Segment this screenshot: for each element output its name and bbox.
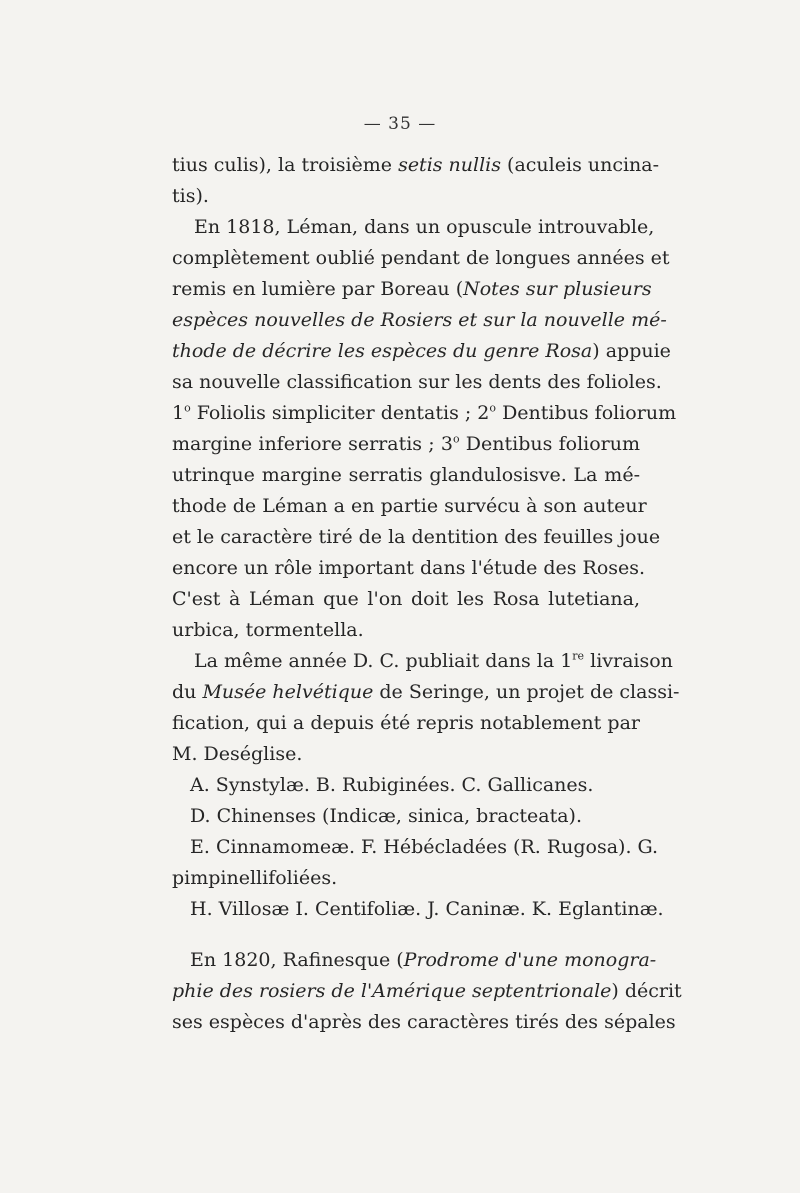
body-text	[172, 150, 682, 1038]
text-segment: encore un rôle important dans l'étude des Roses.	[172, 557, 646, 579]
text-segment: D. Chinenses (Indicæ, sinica, bracteata).	[190, 805, 582, 827]
text-segment: ) appuie	[592, 340, 671, 362]
text-line	[172, 274, 652, 305]
text-line	[172, 646, 673, 677]
italic-text: Notes sur plusieurs	[463, 278, 652, 300]
superscript: o	[184, 401, 191, 415]
text-segment: de Seringe, un projet de classi-	[373, 681, 680, 703]
text-line	[172, 491, 647, 522]
text-segment: 1	[172, 402, 185, 424]
superscript: o	[489, 401, 497, 415]
text-segment: complètement oublié pendant de longues années et	[172, 247, 670, 269]
text-segment: En 1820, Rafinesque (	[190, 949, 404, 971]
italic-text: setis nullis	[398, 154, 502, 176]
text-segment: C'est à Léman que l'on doit les Rosa lutetiana,	[172, 588, 640, 610]
text-segment: remis en lumière par Boreau (	[172, 278, 464, 300]
text-line	[172, 398, 677, 429]
text-segment: et le caractère tiré de la dentition des feuilles joue	[172, 526, 661, 548]
text-segment: M. Deséglise.	[172, 743, 303, 765]
text-line	[172, 739, 640, 770]
text-line	[172, 305, 667, 336]
page-number: — 35 —	[363, 114, 437, 134]
text-segment: du	[172, 681, 203, 703]
superscript: re	[572, 649, 585, 663]
paragraph-gap	[172, 925, 640, 945]
text-line	[172, 801, 640, 832]
text-segment: H. Villosæ I. Centifoliæ. J. Caninæ. K. Eglantinæ.	[190, 898, 664, 920]
text-line	[172, 150, 660, 181]
text-line	[172, 367, 662, 398]
text-line	[172, 429, 640, 460]
text-line	[172, 770, 640, 801]
italic-text: espèces nouvelles de Rosiers et sur la nouvelle mé-	[172, 309, 667, 331]
text-line	[172, 181, 640, 212]
text-line	[172, 677, 680, 708]
text-line	[172, 460, 640, 491]
text-line	[172, 863, 640, 894]
text-segment: ses espèces d'après des caractères tirés des sépales	[172, 1011, 676, 1033]
text-line	[172, 522, 661, 553]
text-segment: pimpinellifoliées.	[172, 867, 338, 889]
text-segment: A. Synstylæ. B. Rubiginées. C. Gallicanes.	[190, 774, 594, 796]
text-line	[172, 243, 670, 274]
text-segment: Foliolis simpliciter dentatis ; 2	[190, 402, 490, 424]
text-segment: Dentibus foliorum	[496, 402, 677, 424]
text-segment: margine inferiore serratis ; 3	[172, 433, 453, 455]
text-line	[172, 708, 640, 739]
text-line	[172, 832, 659, 863]
text-segment: fication, qui a depuis été repris notablement par	[172, 712, 640, 734]
text-line	[172, 976, 682, 1007]
text-line	[172, 945, 657, 976]
text-segment: livraison	[584, 650, 673, 672]
text-line	[172, 212, 655, 243]
text-segment: tis).	[172, 185, 209, 207]
text-segment: urbica, tormentella.	[172, 619, 364, 641]
italic-text: thode de décrire les espèces du genre Rosa	[172, 340, 593, 362]
text-segment: (aculeis uncina-	[501, 154, 660, 176]
superscript: o	[452, 432, 460, 446]
italic-text: Musée helvétique	[202, 681, 374, 703]
text-segment: sa nouvelle classification sur les dents des folioles.	[172, 371, 662, 393]
text-segment: ) décrit	[611, 980, 682, 1002]
text-line	[172, 584, 640, 615]
text-line	[172, 1007, 676, 1038]
text-line	[172, 553, 646, 584]
text-segment: E. Cinnamomeæ. F. Hébécladées (R. Rugosa). G.	[190, 836, 659, 858]
text-segment: Dentibus foliorum	[459, 433, 640, 455]
text-segment: thode de Léman a en partie survécu à son auteur	[172, 495, 647, 517]
text-segment: utrinque margine serratis glandulosisve. La mé-	[172, 464, 640, 486]
italic-text: phie des rosiers de l'Amérique septentrionale	[172, 980, 612, 1002]
text-segment: tius culis), la troisième	[172, 154, 399, 176]
italic-text: Prodrome d'une monogra-	[403, 949, 657, 971]
text-line	[172, 336, 671, 367]
text-line	[172, 615, 640, 646]
text-line	[172, 894, 664, 925]
text-segment: La même année D. C. publiait dans la 1	[194, 650, 573, 672]
text-segment: En 1818, Léman, dans un opuscule introuvable,	[194, 216, 655, 238]
